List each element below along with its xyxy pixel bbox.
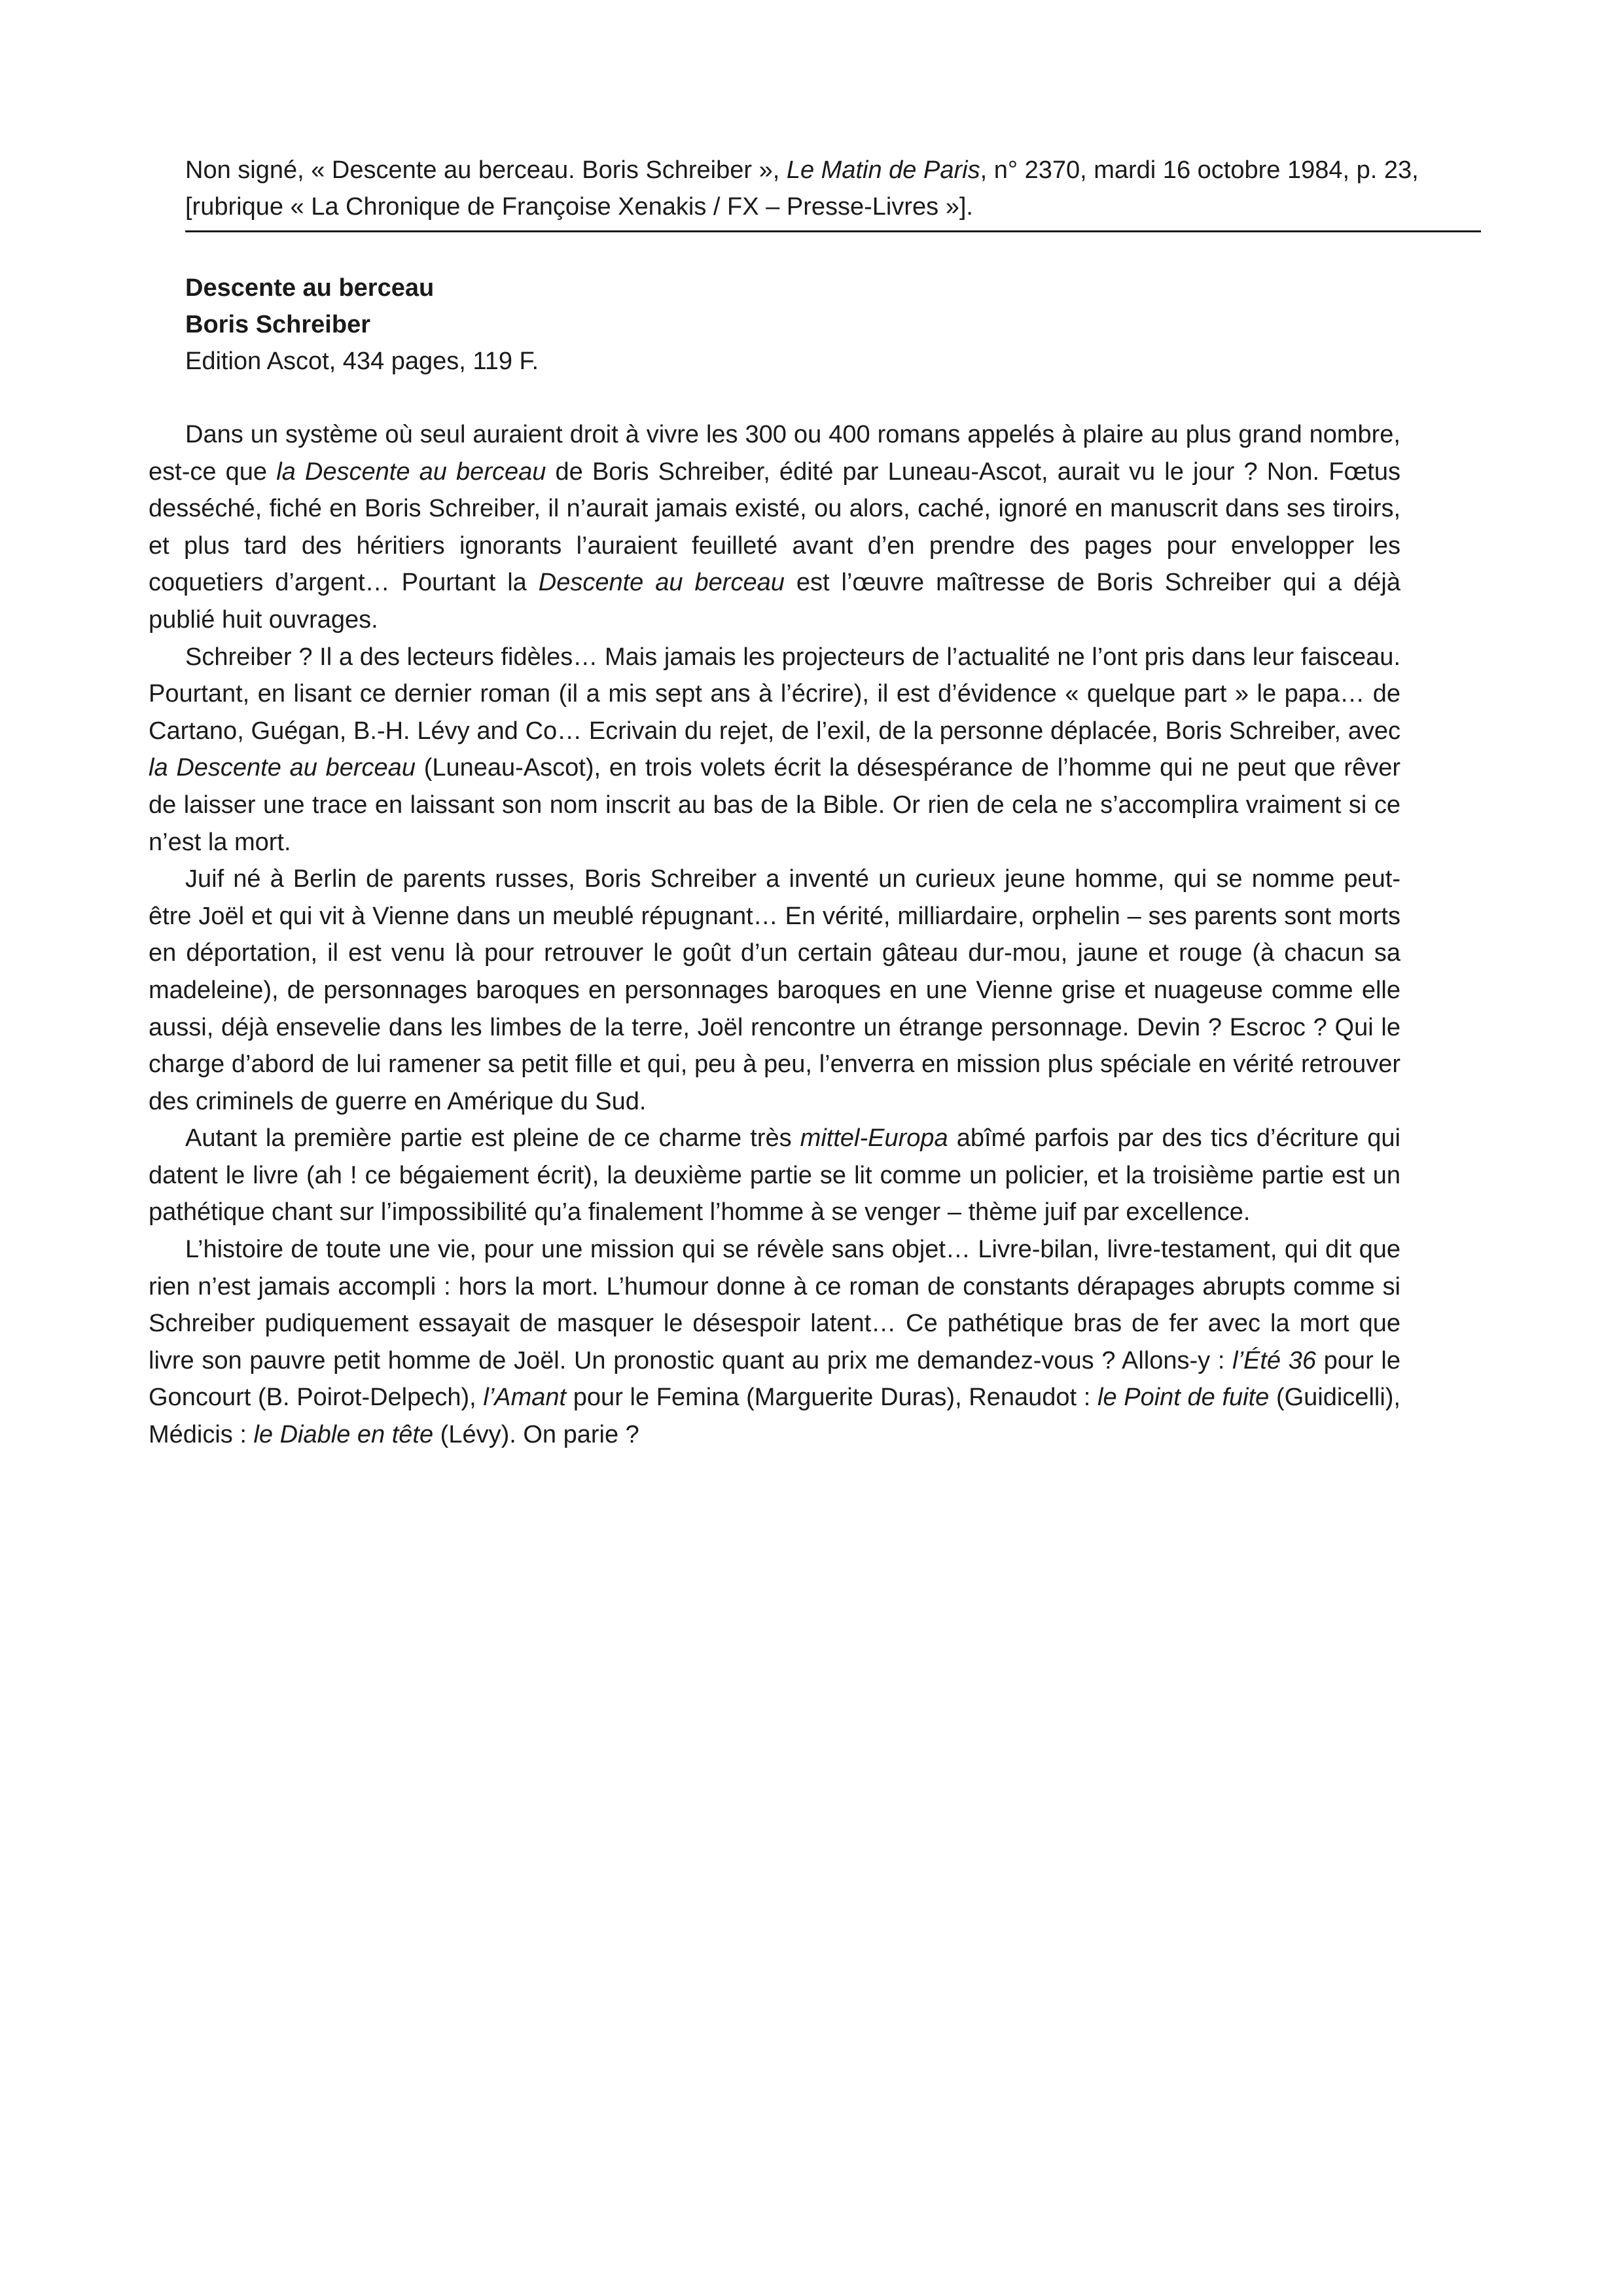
p1-italic-d: Descente au berceau: [538, 569, 785, 597]
paragraph-4: [149, 1120, 1400, 1231]
book-info: [185, 270, 1468, 380]
p2-text-a: Schreiber ? Il a des lecteurs fidèles… Mais jamais les projecteurs de l’actualité ne l’ont pris dans leur faisceau. Pourtant, en lisant ce dernier roman (il a mis sept ans à l’écrire), il est d’évidence « quelque part » le papa… de Cartano, Guégan, B.-H. Lévy and Co… Ecrivain du rejet, de l’exil, de la personne déplacée, Boris Schreiber, avec: [149, 643, 1400, 745]
p4-text-c: abîmé parfois par des tics d’écriture qui datent le livre (ah ! ce bégaiement écrit), la deuxième partie se lit comme un policier, et la troisième partie est un pathétique chant sur l’impossibilité qu’a finalement l’homme à se venger – thème juif par excellence.: [149, 1124, 1400, 1227]
p5-italic-d: l’Amant: [483, 1384, 567, 1412]
p5-italic-f: le Point de fuite: [1097, 1384, 1270, 1412]
p5-text-g: (Guidicelli), Médicis :: [149, 1384, 1400, 1449]
book-title: Descente au berceau: [185, 274, 435, 302]
p2-text-c: (Luneau-Ascot), en trois volets écrit la désespérance de l’homme qui ne peut que rêver de laisser une trace en laissant son nom inscrit au bas de la Bible. Or rien de cela ne s’accomplira vraiment si ce n’est la mort.: [149, 754, 1400, 856]
source-citation: [185, 152, 1481, 232]
p5-text-i: (Lévy). On parie ?: [433, 1421, 639, 1449]
p5-text-a: L’histoire de toute une vie, pour une mission qui se révèle sans objet… Livre-bilan, livre-testament, qui dit que rien n’est jamais accompli : hors la mort. L’humour donne à ce roman de constants dérapages abrupts comme si Schreiber pudiquement essayait de masquer le désespoir latent… Ce pathétique bras de fer avec la mort que livre son pauvre petit homme de Joël. Un pronostic quant au prix me demandez-vous ? Allons-y :: [149, 1236, 1400, 1374]
paragraph-5: [149, 1231, 1400, 1454]
p4-text-a: Autant la première partie est pleine de ce charme très: [185, 1124, 800, 1153]
article-body: [149, 416, 1400, 1454]
paragraph-1: [149, 416, 1400, 639]
paragraph-3: [149, 861, 1400, 1120]
p1-italic-b: la Descente au berceau: [276, 457, 546, 486]
p5-italic-b: l’Été 36: [1232, 1346, 1316, 1374]
p1-text-c: de Boris Schreiber, édité par Luneau-Ascot, aurait vu le jour ? Non. Fœtus desséché, fiché en Boris Schreiber, il n’aurait jamais existé, ou alors, caché, ignoré en manuscrit dans ses tiroirs, et plus tard des héritiers ignorants l’auraient feuilleté avant d’en prendre des pages pour envelopper les coquetiers d’argent… Pourtant la: [149, 457, 1401, 597]
p2-italic-b: la Descente au berceau: [149, 754, 416, 782]
paragraph-2: [149, 639, 1400, 861]
citation-text: Non signé, « Descente au berceau. Boris Schreiber »,: [185, 156, 787, 184]
p1-text-a: Dans un système où seul auraient droit à vivre les 300 ou 400 romans appelés à plaire au plus grand nombre, est-ce que: [149, 421, 1400, 486]
p5-text-e: pour le Femina (Marguerite Duras), Renaudot :: [566, 1384, 1097, 1412]
p1-text-e: est l’œuvre maîtresse de Boris Schreiber qui a déjà publié huit ouvrages.: [149, 569, 1400, 634]
book-edition: Edition Ascot, 434 pages, 119 F.: [185, 348, 539, 375]
p5-italic-h: le Diable en tête: [253, 1421, 434, 1449]
newspaper-name: Le Matin de Paris: [786, 156, 980, 184]
citation-details: , n° 2370, mardi 16 octobre 1984, p. 23, [rubrique « La Chronique de Françoise Xenakis / FX – Presse-Livres »].: [185, 156, 1419, 221]
p5-text-c: pour le Goncourt (B. Poirot-Delpech),: [149, 1346, 1401, 1412]
p4-italic-b: mittel-Europa: [800, 1124, 948, 1153]
book-author: Boris Schreiber: [185, 311, 370, 338]
p3-text-a: Juif né à Berlin de parents russes, Boris Schreiber a inventé un curieux jeune homme, qui se nomme peut-être Joël et qui vit à Vienne dans un meublé répugnant… En vérité, milliardaire, orphelin – ses parents sont morts en déportation, il est venu là pour retrouver le goût d’un certain gâteau dur-mou, jaune et rouge (à chacun sa madeleine), de personnages baroques en personnages baroques en une Vienne grise et nuageuse comme elle aussi, déjà ensevelie dans les limbes de la terre, Joël rencontre un étrange personnage. Devin ? Escroc ? Qui le charge d’abord de lui ramener sa petit fille et qui, peu à peu, l’enverra en mission plus spéciale en vérité retrouver des criminels de guerre en Amérique du Sud.: [149, 865, 1400, 1115]
